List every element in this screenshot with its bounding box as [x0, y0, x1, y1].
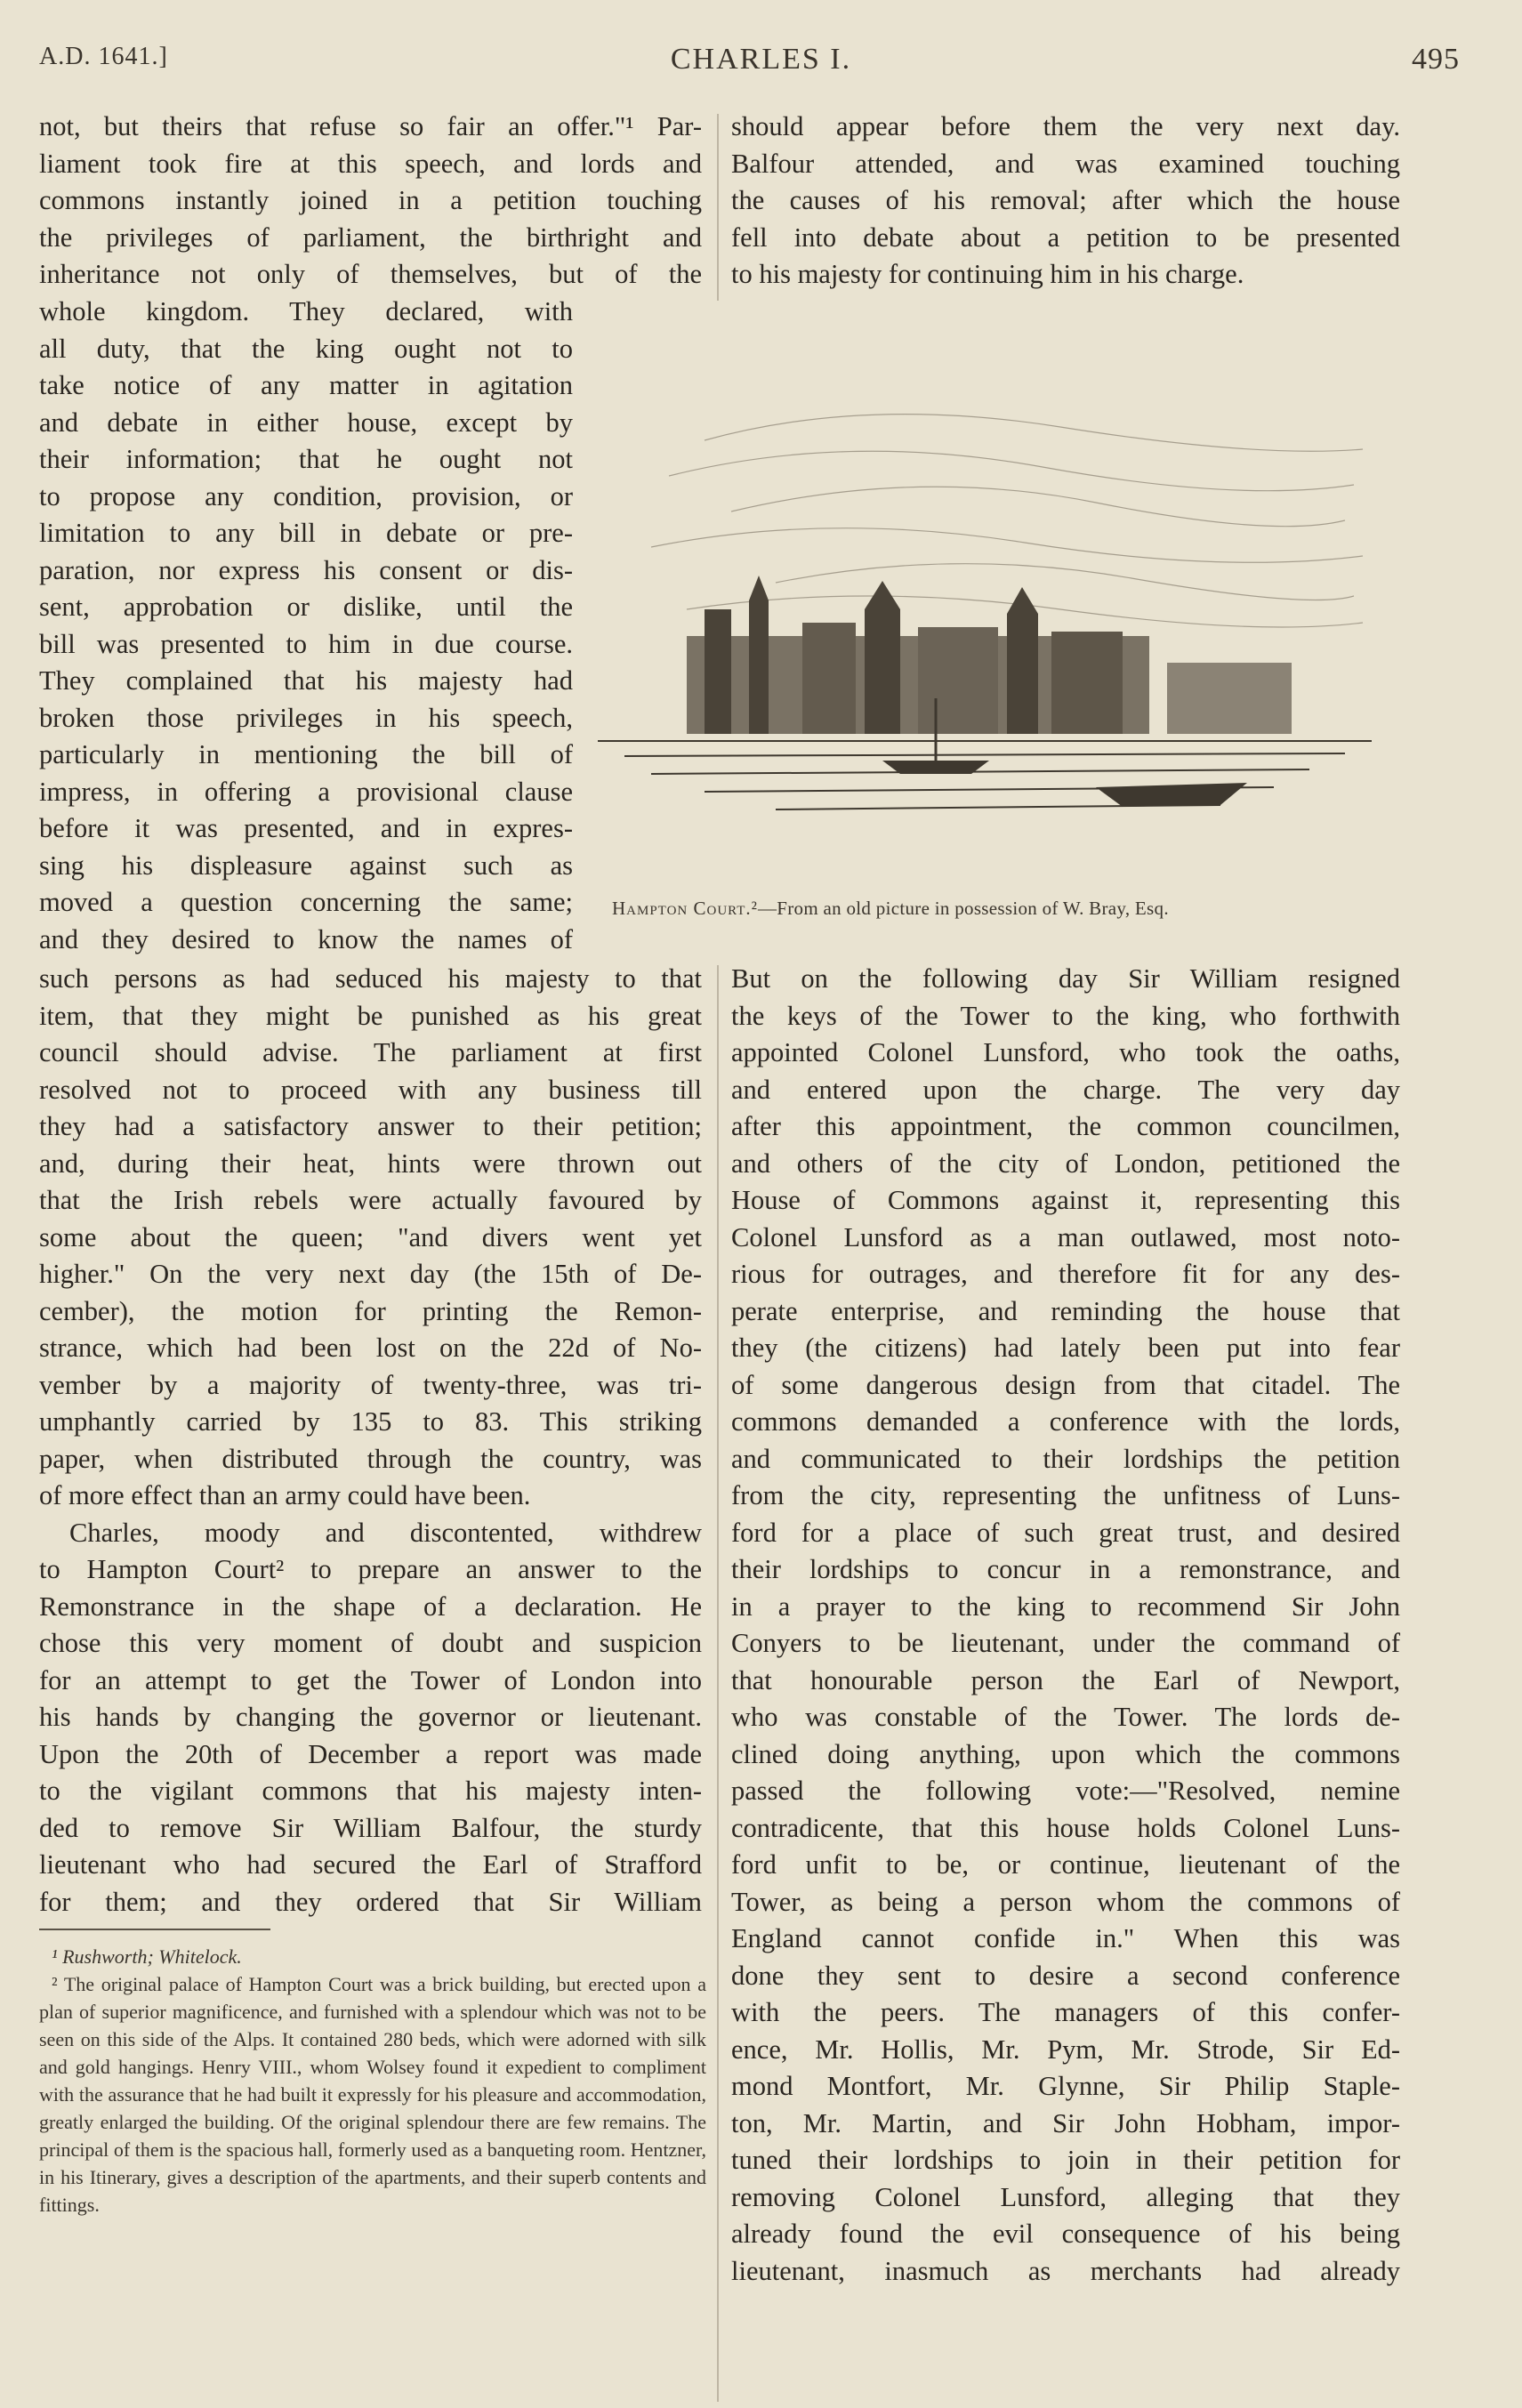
text-line: clined doing anything, upon which the commons	[731, 1738, 1400, 1769]
text-line: that the Irish rebels were actually favoured by	[39, 1185, 702, 1215]
text-line: liament took fire at this speech, and lords and	[39, 148, 702, 179]
text-line: they had a satisfactory answer to their petition;	[39, 1111, 702, 1141]
text-line: fell into debate about a petition to be presented	[731, 221, 1400, 253]
text-line: commons instantly joined in a petition touching	[39, 185, 702, 215]
text-line: ton, Mr. Martin, and Sir John Hobham, impor-	[731, 2107, 1400, 2138]
page-number: 495	[1412, 43, 1460, 76]
text-line: to propose any condition, provision, or	[39, 480, 573, 511]
text-line: mond Montfort, Mr. Glynne, Sir Philip Staple-	[731, 2071, 1400, 2101]
text-line: rious for outrages, and therefore fit for any des-	[731, 1259, 1400, 1289]
text-line: ford for a place of such great trust, and desired	[731, 1517, 1400, 1548]
text-line: tuned their lordships to join in their petition for	[731, 2145, 1400, 2175]
text-line: take notice of any matter in agitation	[39, 370, 573, 400]
text-line: ford unfit to be, or continue, lieutenant of the	[731, 1849, 1400, 1880]
text-line: before it was presented, and in expres-	[39, 813, 573, 843]
text-line: they (the citizens) had lately been put into fear	[731, 1333, 1400, 1363]
text-line: of more effect than an army could have been.	[39, 1480, 531, 1510]
text-line: contradicente, that this house holds Colonel Luns-	[731, 1812, 1400, 1843]
text-line: item, that they might be punished as his great	[39, 1000, 702, 1031]
text-line: inheritance not only of themselves, but of the	[39, 259, 702, 289]
text-line: Upon the 20th of December a report was made	[39, 1738, 702, 1769]
text-line: impress, in offering a provisional clause	[39, 776, 573, 807]
text-line: and others of the city of London, petitioned the	[731, 1148, 1400, 1179]
text-line: broken those privileges in his speech,	[39, 702, 573, 733]
text-line: sing his displeasure against such as	[39, 850, 573, 881]
illustration-caption	[612, 898, 1395, 920]
running-head-date: A.D. 1641.]	[39, 43, 168, 70]
text-line: particularly in mentioning the bill of	[39, 739, 573, 769]
text-line: paration, nor express his consent or dis-	[39, 554, 573, 585]
text-line: resolved not to proceed with any business till	[39, 1074, 702, 1105]
text-line: perate enterprise, and reminding the house that	[731, 1295, 1400, 1326]
text-line: Colonel Lunsford as a man outlawed, most noto-	[731, 1221, 1400, 1252]
text-line: not, but theirs that refuse so fair an offer."¹ Par-	[39, 111, 702, 141]
text-line: already found the evil consequence of his being	[731, 2219, 1400, 2249]
text-line: paper, when distributed through the country, was	[39, 1443, 702, 1474]
footnote-rule	[39, 1929, 270, 1930]
caption-title: Hampton Court.²	[612, 898, 758, 919]
text-line: England cannot confide in." When this was	[731, 1923, 1400, 1953]
text-line: that honourable person the Earl of Newport,	[731, 1664, 1400, 1695]
left-column-beside-illustration	[39, 294, 573, 958]
text-line: his hands by changing the governor or lieutenant.	[39, 1702, 702, 1732]
text-line: for them; and they ordered that Sir William	[39, 1886, 702, 1917]
text-line: for an attempt to get the Tower of London into	[39, 1664, 702, 1695]
text-line: Conyers to be lieutenant, under the command of	[731, 1628, 1400, 1658]
text-line: lieutenant who had secured the Earl of Strafford	[39, 1849, 702, 1880]
footnote-1: ¹ Rushworth; Whitelock.	[52, 1945, 242, 1968]
left-column-top	[39, 109, 702, 294]
text-line: and they desired to know the names of	[39, 923, 573, 954]
text-line: all duty, that the king ought not to	[39, 333, 573, 364]
column-rule-top	[717, 114, 719, 301]
text-line: commons demanded a conference with the lords,	[731, 1406, 1400, 1437]
text-line: passed the following vote:—"Resolved, nemine	[731, 1776, 1400, 1806]
text-line: in a prayer to the king to recommend Sir John	[731, 1591, 1400, 1622]
footnote-2: ² The original palace of Hampton Court was a brick building, but erected upon a plan of superior magnificence, and furnished with a splendour which was not to be seen on this side of the Alps. It contained 280 beds, which were adorned with silk and gold hangings. Henry VIII., whom Wolsey found it expedient to compliment with the assurance that he had built it expressly for his pleasure and accommodation, greatly enlarged the building. Of the original splendour there are few remains. The principal of them is the spacious hall, formerly used as a banqueting room. Hentzner, in his Itinerary, gives a description of the apartments, and their superb contents and fittings.	[39, 1973, 706, 2216]
text-line: Balfour attended, and was examined touching	[731, 148, 1400, 179]
text-line: bill was presented to him in due course.	[39, 628, 573, 659]
text-line: from the city, representing the unfitness of Luns-	[731, 1480, 1400, 1510]
column-rule-bottom	[717, 965, 719, 2402]
text-line: sent, approbation or dislike, until the	[39, 592, 573, 622]
text-line: to his majesty for continuing him in his charge.	[731, 259, 1244, 289]
hampton-court-illustration	[598, 342, 1372, 885]
text-line: and entered upon the charge. The very day	[731, 1074, 1400, 1105]
caption-text: —From an old picture in possession of W. Bray, Esq.	[757, 898, 1169, 919]
text-line: ded to remove Sir William Balfour, the sturdy	[39, 1812, 702, 1843]
text-line: and debate in either house, except by	[39, 407, 573, 438]
text-line: limitation to any bill in debate or pre-	[39, 518, 573, 548]
text-line: strance, which had been lost on the 22d of No-	[39, 1333, 702, 1363]
text-line: to the vigilant commons that his majesty inten-	[39, 1776, 702, 1806]
text-line: who was constable of the Tower. The lords de-	[731, 1702, 1400, 1732]
text-line: Charles, moody and discontented, withdrew	[69, 1517, 702, 1548]
text-line: the keys of the Tower to the king, who forthwith	[731, 1000, 1400, 1031]
text-line: done they sent to desire a second conference	[731, 1960, 1400, 1991]
text-line: ence, Mr. Hollis, Mr. Pym, Mr. Strode, Sir Ed-	[731, 2034, 1400, 2065]
text-line: the causes of his removal; after which the house	[731, 185, 1400, 215]
text-line: They complained that his majesty had	[39, 665, 573, 696]
text-line: higher." On the very next day (the 15th of De-	[39, 1259, 702, 1289]
text-line: But on the following day Sir William resigned	[731, 963, 1400, 994]
text-line: whole kingdom. They declared, with	[39, 296, 573, 326]
text-line: should appear before them the very next day.	[731, 111, 1400, 141]
text-line: some about the queen; "and divers went yet	[39, 1221, 702, 1252]
footnotes	[39, 1943, 706, 2219]
running-head-title: CHARLES I.	[670, 43, 852, 76]
right-column-bottom	[731, 961, 1400, 2290]
text-line: appointed Colonel Lunsford, who took the oaths,	[731, 1037, 1400, 1067]
text-line: council should advise. The parliament at first	[39, 1037, 702, 1067]
text-line: Remonstrance in the shape of a declaration. He	[39, 1591, 702, 1622]
text-line: chose this very moment of doubt and suspicion	[39, 1628, 702, 1658]
text-line: House of Commons against it, representing this	[731, 1185, 1400, 1215]
text-line: the privileges of parliament, the birthright and	[39, 221, 702, 253]
text-line: removing Colonel Lunsford, alleging that they	[731, 2181, 1400, 2212]
text-line: their information; that he ought not	[39, 444, 573, 474]
text-line: such persons as had seduced his majesty to that	[39, 963, 702, 994]
text-line: cember), the motion for printing the Remon-	[39, 1295, 702, 1326]
text-line: Tower, as being a person whom the commons of	[731, 1886, 1400, 1917]
text-line: umphantly carried by 135 to 83. This striking	[39, 1406, 702, 1437]
text-line: after this appointment, the common councilmen,	[731, 1111, 1400, 1141]
text-line: and communicated to their lordships the petition	[731, 1443, 1400, 1474]
text-line: of some dangerous design from that citadel. The	[731, 1369, 1400, 1400]
text-line: lieutenant, inasmuch as merchants had already	[731, 2255, 1400, 2286]
text-line: their lordships to concur in a remonstrance, and	[731, 1554, 1400, 1584]
left-column-bottom	[39, 961, 702, 1921]
text-line: moved a question concerning the same;	[39, 887, 573, 917]
right-column-top	[731, 109, 1400, 294]
text-line: with the peers. The managers of this confer-	[731, 1997, 1400, 2027]
text-line: and, during their heat, hints were thrown out	[39, 1148, 702, 1179]
text-line: to Hampton Court² to prepare an answer to the	[39, 1554, 702, 1584]
text-line: vember by a majority of twenty-three, was tri-	[39, 1369, 702, 1400]
